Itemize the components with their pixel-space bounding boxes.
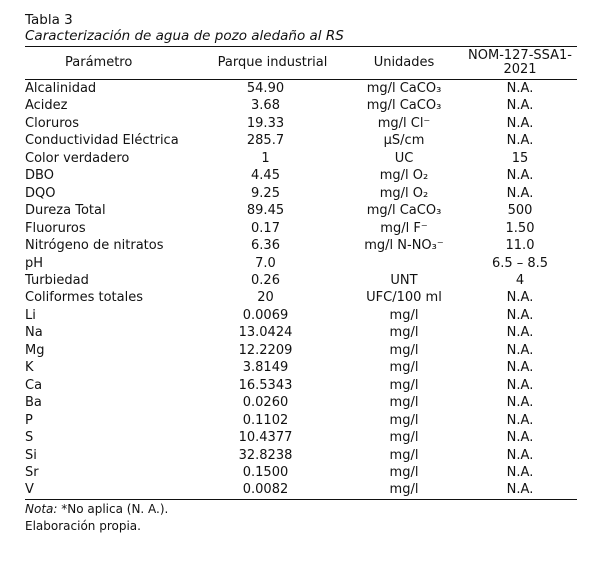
table-row (25, 394, 577, 411)
cell-nom: N.A. (506, 133, 534, 149)
cell-value: 0.0260 (242, 395, 289, 411)
table-row (25, 464, 577, 481)
cell-parametro: V (25, 481, 200, 499)
cell-value: 32.8238 (238, 447, 293, 463)
cell-nom: N.A. (506, 325, 534, 341)
cell-value: 1 (261, 150, 270, 166)
table-row (25, 324, 577, 341)
cell-parametro: DBO (25, 168, 54, 184)
cell-nom: N.A. (506, 168, 534, 184)
cell-nom: N.A. (506, 290, 534, 306)
cell-nom: N.A. (506, 81, 534, 96)
note-text: *No aplica (N. A.). (57, 501, 169, 516)
cell-parametro: Coliformes totales (25, 290, 143, 306)
cell-unit: mg/l Cl⁻ (377, 115, 431, 131)
cell-unit: mg/l (389, 464, 419, 480)
cell-parametro: Na (25, 325, 43, 341)
cell-value: 0.26 (251, 272, 280, 288)
cell-nom: N.A. (506, 342, 534, 358)
cell-nom: 6.5 – 8.5 (491, 255, 549, 271)
header-row (25, 47, 577, 80)
cell-value: 3.8149 (242, 360, 289, 376)
cell-parametro: Dureza Total (25, 203, 106, 219)
cell-nom: N.A. (506, 395, 534, 411)
cell-parametro: P (25, 412, 33, 428)
cell-unit: mg/l (389, 342, 419, 358)
cell-value: 9.25 (251, 185, 280, 201)
table-row (25, 167, 577, 184)
cell-value: 0.0069 (242, 307, 289, 323)
cell-value: 3.68 (251, 98, 280, 114)
header-parque-industrial: Parque industrial (200, 47, 345, 80)
table-row (25, 342, 577, 359)
cell-value: 7.0 (255, 255, 276, 271)
cell-unit: mg/l F⁻ (380, 220, 428, 236)
cell-nom: N.A. (506, 185, 534, 201)
cell-unit: mg/l (389, 430, 419, 446)
table-note (25, 501, 577, 517)
table-row (25, 115, 577, 132)
table-source: Elaboración propia. (25, 518, 141, 533)
table-row (25, 307, 577, 324)
cell-parametro: Turbiedad (25, 272, 89, 288)
table-body (25, 80, 577, 500)
cell-unit: mg/l O₂ (379, 168, 429, 184)
table-row (25, 412, 577, 429)
cell-nom: N.A. (463, 481, 577, 499)
cell-value: 0.17 (251, 220, 280, 236)
cell-parametro: Nitrógeno de nitratos (25, 238, 164, 254)
cell-unit: µS/cm (383, 133, 425, 149)
cell-parametro: Conductividad Eléctrica (25, 133, 179, 149)
cell-parametro: Mg (25, 342, 45, 358)
cell-unit: UFC/100 ml (366, 290, 442, 306)
cell-nom: N.A. (506, 464, 534, 480)
cell-unit (345, 255, 463, 272)
cell-value: 54.90 (246, 81, 285, 96)
table-row (25, 202, 577, 219)
table-row (25, 255, 577, 272)
table-label: Tabla 3 (25, 12, 73, 28)
cell-parametro: Fluoruros (25, 220, 86, 236)
cell-unit: mg/l (389, 360, 419, 376)
cell-value: 0.1102 (242, 412, 289, 428)
table-row (25, 97, 577, 114)
cell-value: 89.45 (246, 203, 285, 219)
cell-nom: N.A. (506, 447, 534, 463)
cell-unit: mg/l CaCO₃ (366, 203, 442, 219)
cell-nom: N.A. (506, 412, 534, 428)
cell-value: 19.33 (246, 115, 285, 131)
table-row (25, 132, 577, 149)
table-row (25, 289, 577, 306)
cell-value: 10.4377 (238, 430, 293, 446)
cell-parametro: DQO (25, 185, 56, 201)
cell-value: 20 (257, 290, 274, 306)
table-row (25, 237, 577, 254)
cell-nom: N.A. (506, 430, 534, 446)
cell-parametro: Alcalinidad (25, 81, 97, 96)
cell-parametro: Sr (25, 464, 39, 480)
cell-unit: mg/l (389, 325, 419, 341)
cell-unit: mg/l O₂ (379, 185, 429, 201)
cell-nom: N.A. (506, 98, 534, 114)
table-row (25, 447, 577, 464)
note-label: Nota: (25, 501, 58, 516)
cell-nom: N.A. (506, 360, 534, 376)
table-row (25, 481, 577, 499)
table-row (25, 185, 577, 202)
cell-value: 0.0082 (200, 481, 345, 499)
cell-value: 12.2209 (238, 342, 293, 358)
cell-parametro: Ca (25, 377, 43, 393)
cell-unit: mg/l N-NO₃⁻ (364, 238, 444, 254)
table-row (25, 80, 577, 98)
header-unidades: Unidades (345, 47, 463, 80)
cell-nom: N.A. (506, 307, 534, 323)
cell-value: 6.36 (251, 238, 280, 254)
cell-nom: 15 (511, 150, 529, 166)
cell-parametro: Si (25, 447, 37, 463)
cell-unit: mg/l (345, 481, 463, 499)
cell-nom: 4 (515, 272, 525, 288)
cell-parametro: Li (25, 307, 36, 323)
cell-nom: 11.0 (505, 238, 535, 254)
cell-parametro: Color verdadero (25, 150, 130, 166)
cell-nom: 500 (507, 203, 533, 219)
cell-unit: mg/l CaCO₃ (366, 98, 442, 114)
cell-parametro: S (25, 430, 34, 446)
cell-unit: mg/l CaCO₃ (366, 81, 442, 96)
cell-value: 0.1500 (242, 464, 289, 480)
cell-parametro: pH (25, 255, 44, 271)
table-caption: Caracterización de agua de pozo aledaño al RS (25, 28, 344, 44)
cell-value: 16.5343 (238, 377, 293, 393)
cell-unit: UNT (390, 272, 418, 288)
cell-value: 285.7 (246, 133, 285, 149)
cell-unit: mg/l (389, 307, 419, 323)
cell-unit: mg/l (389, 412, 419, 428)
table-row (25, 429, 577, 446)
cell-parametro: Cloruros (25, 115, 80, 131)
cell-parametro: Acidez (25, 98, 68, 114)
table-row (25, 150, 577, 167)
cell-value: 13.0424 (238, 325, 293, 341)
cell-value: 4.45 (251, 168, 280, 184)
cell-parametro: K (25, 360, 34, 376)
cell-unit: mg/l (389, 447, 419, 463)
document (25, 12, 577, 534)
header-parametro: Parámetro (25, 47, 200, 80)
table-row (25, 272, 577, 289)
cell-nom: 1.50 (505, 220, 535, 236)
header-nom: NOM-127-SSA1-2021 (463, 47, 577, 80)
cell-unit: UC (394, 150, 414, 166)
table-row (25, 220, 577, 237)
cell-parametro: Ba (25, 395, 42, 411)
cell-nom: N.A. (506, 377, 534, 393)
table-row (25, 377, 577, 394)
cell-nom: N.A. (506, 115, 534, 131)
table-row (25, 359, 577, 376)
cell-unit: mg/l (389, 395, 419, 411)
cell-unit: mg/l (389, 377, 419, 393)
water-characterization-table (25, 46, 577, 500)
